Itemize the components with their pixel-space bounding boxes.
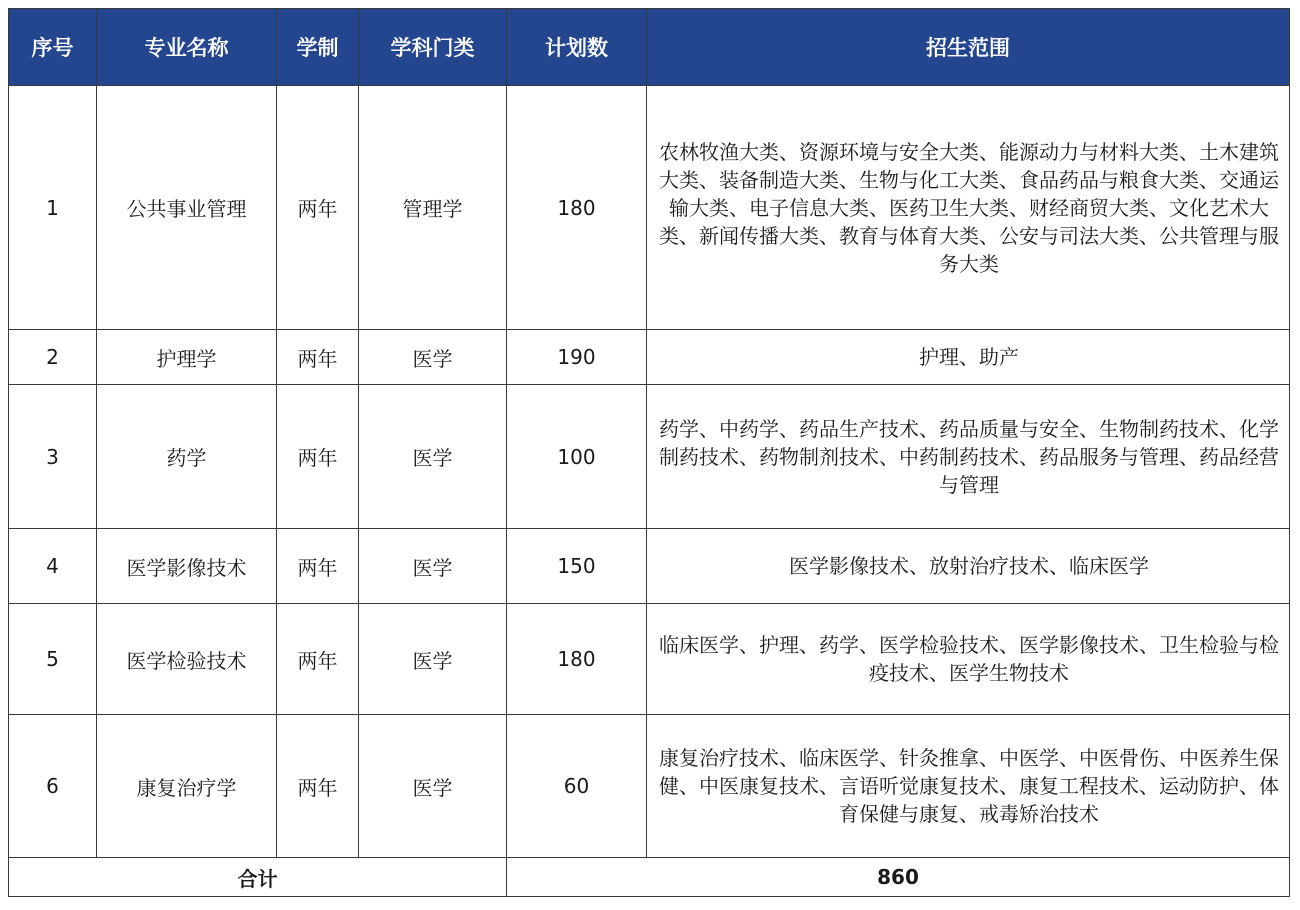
cell-quota: 150 [507,529,647,604]
cell-quota: 190 [507,330,647,385]
header-quota: 计划数 [507,9,647,86]
header-discipline: 学科门类 [359,9,507,86]
cell-scope: 医学影像技术、放射治疗技术、临床医学 [647,529,1290,604]
cell-scope: 农林牧渔大类、资源环境与安全大类、能源动力与材料大类、土木建筑大类、装备制造大类、生物与化工大类、食品药品与粮食大类、交通运输大类、电子信息大类、医药卫生大类、财经商贸大类、文化艺术大类、新闻传播大类、教育与体育大类、公安与司法大类、公共管理与服务大类 [647,86,1290,330]
cell-discipline: 医学 [359,529,507,604]
total-label: 合计 [9,858,507,897]
cell-index: 4 [9,529,97,604]
cell-major: 医学检验技术 [97,604,277,715]
cell-discipline: 医学 [359,385,507,529]
cell-index: 1 [9,86,97,330]
cell-duration: 两年 [277,529,359,604]
cell-scope: 康复治疗技术、临床医学、针灸推拿、中医学、中医骨伤、中医养生保健、中医康复技术、言语听觉康复技术、康复工程技术、运动防护、体育保健与康复、戒毒矫治技术 [647,715,1290,858]
cell-duration: 两年 [277,385,359,529]
table-row [9,330,1290,385]
cell-index: 6 [9,715,97,858]
header-duration: 学制 [277,9,359,86]
cell-major: 护理学 [97,330,277,385]
table-row [9,86,1290,330]
cell-index: 3 [9,385,97,529]
cell-discipline: 管理学 [359,86,507,330]
table-header-row [9,9,1290,86]
header-index: 序号 [9,9,97,86]
cell-duration: 两年 [277,86,359,330]
cell-index: 5 [9,604,97,715]
cell-quota: 180 [507,604,647,715]
enrollment-table-container [8,8,1290,897]
cell-discipline: 医学 [359,330,507,385]
table-row [9,604,1290,715]
cell-duration: 两年 [277,604,359,715]
cell-scope: 护理、助产 [647,330,1290,385]
cell-quota: 60 [507,715,647,858]
table-row [9,385,1290,529]
cell-quota: 100 [507,385,647,529]
cell-duration: 两年 [277,715,359,858]
cell-scope: 药学、中药学、药品生产技术、药品质量与安全、生物制药技术、化学制药技术、药物制剂技术、中药制药技术、药品服务与管理、药品经营与管理 [647,385,1290,529]
cell-index: 2 [9,330,97,385]
table-total-row [9,858,1290,897]
cell-scope: 临床医学、护理、药学、医学检验技术、医学影像技术、卫生检验与检疫技术、医学生物技术 [647,604,1290,715]
table-row [9,715,1290,858]
cell-major: 公共事业管理 [97,86,277,330]
total-value: 860 [507,858,1290,897]
table-row [9,529,1290,604]
cell-discipline: 医学 [359,715,507,858]
cell-duration: 两年 [277,330,359,385]
cell-major: 药学 [97,385,277,529]
header-major: 专业名称 [97,9,277,86]
cell-discipline: 医学 [359,604,507,715]
enrollment-table [8,8,1290,897]
header-scope: 招生范围 [647,9,1290,86]
cell-major: 康复治疗学 [97,715,277,858]
cell-major: 医学影像技术 [97,529,277,604]
cell-quota: 180 [507,86,647,330]
